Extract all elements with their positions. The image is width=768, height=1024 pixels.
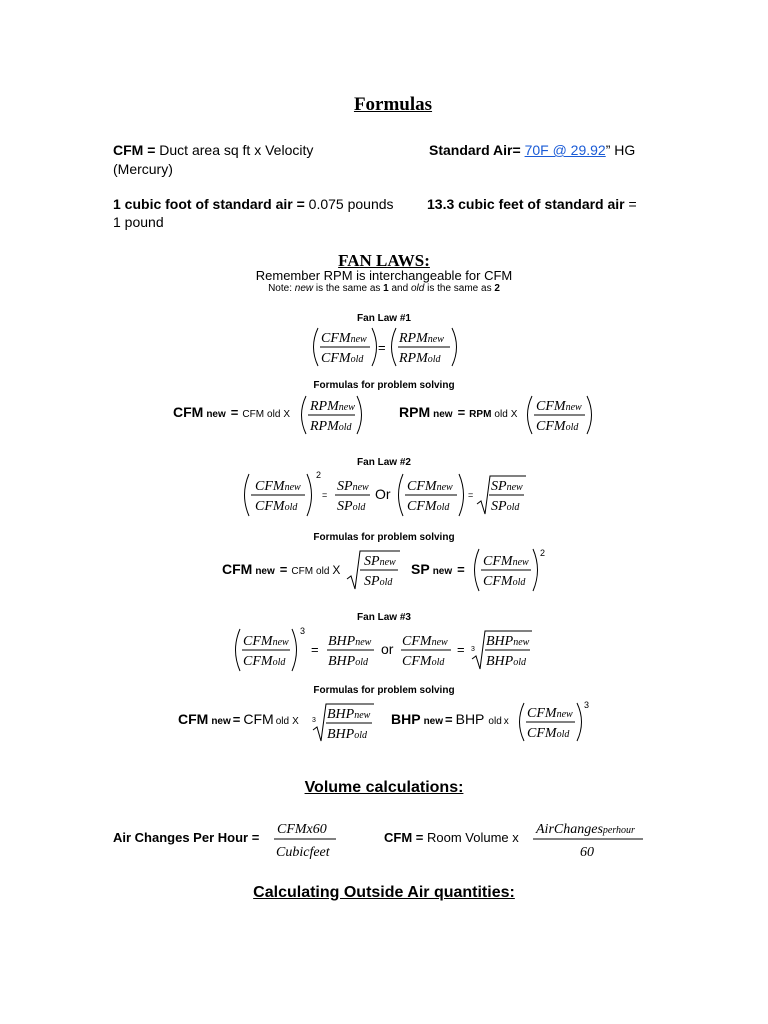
fan-law-2-title: Fan Law #2 — [357, 457, 411, 468]
svg-text:CFMold: CFMold — [243, 654, 286, 669]
volume-calculations-heading-row — [0, 779, 768, 797]
outside-air-heading: Calculating Outside Air quantities: — [253, 884, 515, 901]
svg-text:SPnew: SPnew — [337, 479, 369, 494]
cubic-foot-label: 1 cubic foot of standard air = — [113, 196, 305, 212]
air-changes-formula — [113, 822, 336, 860]
svg-text:BHPnew: BHPnew — [327, 707, 371, 722]
svg-text:=: = — [378, 340, 386, 355]
svg-text:3: 3 — [312, 717, 316, 724]
cfm-definition-text: Duct area sq ft x Velocity — [155, 142, 314, 158]
svg-text:SPnew: SPnew — [491, 479, 523, 494]
svg-text:CFMnew: CFMnew — [407, 479, 453, 494]
svg-text:CFMnew: CFMnew — [527, 706, 573, 721]
fan-law-1-solve-rpm — [399, 396, 592, 434]
svg-text:CFMold: CFMold — [536, 419, 579, 434]
fan-law-2-solving-caption: Formulas for problem solving — [313, 532, 455, 543]
fan-law-1-title: Fan Law #1 — [357, 313, 411, 324]
note-text: is the same as — [424, 283, 495, 294]
svg-text:CFMnew: CFMnew — [255, 479, 301, 494]
cfm-room-volume-formula — [384, 822, 643, 860]
svg-text:CFMold: CFMold — [402, 654, 445, 669]
svg-text:BHPnew=BHPoldx: BHP new = BHP old x — [391, 711, 509, 727]
fan-laws-heading: FAN LAWS: — [338, 251, 430, 270]
fan-law-3-solve-cfm — [178, 704, 374, 742]
svg-text:CFMnew: CFMnew — [536, 399, 582, 414]
svg-text:or: or — [381, 641, 394, 657]
svg-text:BHPold: BHPold — [328, 654, 368, 669]
fan-law-2-solve-cfm — [222, 551, 400, 589]
svg-text:3: 3 — [584, 700, 590, 710]
svg-text:RPMnew: RPMnew — [399, 331, 444, 346]
svg-text:CFMnew: CFMnew — [483, 554, 529, 569]
svg-text:SPold: SPold — [364, 574, 393, 589]
cubic-feet-value: = — [624, 196, 637, 212]
svg-text:CFMnew: CFMnew — [321, 331, 367, 346]
svg-text:AirChangesperhour: AirChangesperhour — [536, 822, 635, 837]
fan-law-1-solve-cfm — [173, 396, 362, 434]
svg-text:=: = — [322, 490, 328, 500]
note-text: and — [388, 283, 411, 294]
svg-text:RPMnew: RPMnew — [310, 399, 355, 414]
svg-text:3: 3 — [300, 626, 306, 636]
svg-text:Air Changes Per Hour =: Air Changes Per Hour = — [113, 830, 260, 845]
fan-law-2-solve-sp — [411, 548, 545, 591]
svg-text:Cubicfeet: Cubicfeet — [276, 845, 330, 860]
svg-text:2: 2 — [316, 470, 322, 480]
fan-law-3-solving-caption: Formulas for problem solving — [313, 685, 455, 696]
volume-calculations-heading: Volume calculations: — [304, 779, 464, 796]
svg-text:CFMold: CFMold — [321, 351, 364, 366]
svg-text:=: = — [468, 490, 474, 500]
svg-text:RPMold: RPMold — [399, 351, 441, 366]
svg-text:CFMold: CFMold — [255, 499, 298, 514]
svg-text:CFMnew: CFMnew — [243, 634, 289, 649]
svg-text:BHPold: BHPold — [486, 654, 526, 669]
note-one: 1 — [383, 283, 389, 294]
fan-law-1-solving-caption: Formulas for problem solving — [313, 380, 455, 391]
svg-text:CFMold: CFMold — [527, 726, 570, 741]
note-text: Note: — [268, 283, 295, 294]
fan-laws-note1: Remember RPM is interchangeable for CFM — [255, 268, 513, 283]
svg-text:RPMold: RPMold — [310, 419, 352, 434]
svg-text:3: 3 — [471, 646, 475, 653]
svg-text:2: 2 — [540, 548, 546, 558]
svg-text:CFMx60: CFMx60 — [277, 822, 327, 837]
standard-air-label: Standard Air= — [429, 142, 521, 158]
svg-text:BHPold: BHPold — [327, 727, 367, 742]
svg-text:SPnew=: SP new = — [411, 561, 465, 577]
standard-air-suffix: ” HG — [605, 142, 636, 158]
svg-text:Or: Or — [375, 486, 391, 502]
svg-text:CFMnew=CFMoldX: CFM new = CFM old X — [178, 711, 299, 727]
page-title: Formulas — [353, 94, 433, 115]
fan-law-1-equation — [314, 328, 457, 366]
note-old: old — [410, 283, 425, 294]
svg-text:SPold: SPold — [337, 499, 366, 514]
svg-text:CFM = Room Volume x: CFM = Room Volume x — [384, 830, 519, 845]
fan-law-3-solve-bhp — [391, 700, 589, 741]
svg-text:SPnew: SPnew — [364, 554, 396, 569]
fan-law-2-equation — [245, 470, 527, 516]
svg-text:=: = — [311, 642, 319, 657]
standard-air-link[interactable]: 70F @ 29.92 — [524, 142, 606, 158]
svg-text:BHPnew: BHPnew — [486, 634, 530, 649]
cubic-feet-label: 13.3 cubic feet of standard air — [427, 196, 625, 212]
svg-text:RPMnew=RPMoldX: RPM new = RPM old X — [399, 404, 518, 420]
fan-law-3-equation — [236, 626, 533, 671]
cubic-foot-value: 0.075 pounds — [304, 196, 394, 212]
cfm-definition-line2: (Mercury) — [113, 161, 173, 177]
svg-text:SPold: SPold — [491, 499, 520, 514]
svg-text:CFMnew=CFMoldX: CFM new = CFM old X — [222, 561, 341, 577]
svg-text:BHPnew: BHPnew — [328, 634, 372, 649]
note-new: new — [294, 283, 314, 294]
note-text: is the same as — [313, 283, 384, 294]
cubic-foot-line2: 1 pound — [113, 214, 164, 230]
svg-text:60: 60 — [580, 845, 594, 860]
note-two: 2 — [494, 283, 500, 294]
svg-text:=: = — [457, 642, 465, 657]
cfm-definition-label: CFM = — [113, 142, 156, 158]
svg-text:CFMnew=CFMoldX: CFM new = CFM old X — [173, 404, 291, 420]
svg-text:CFMold: CFMold — [483, 574, 526, 589]
outside-air-heading-row — [0, 884, 768, 902]
svg-text:CFMnew: CFMnew — [402, 634, 448, 649]
svg-text:CFMold: CFMold — [407, 499, 450, 514]
fan-law-3-title: Fan Law #3 — [357, 612, 411, 623]
